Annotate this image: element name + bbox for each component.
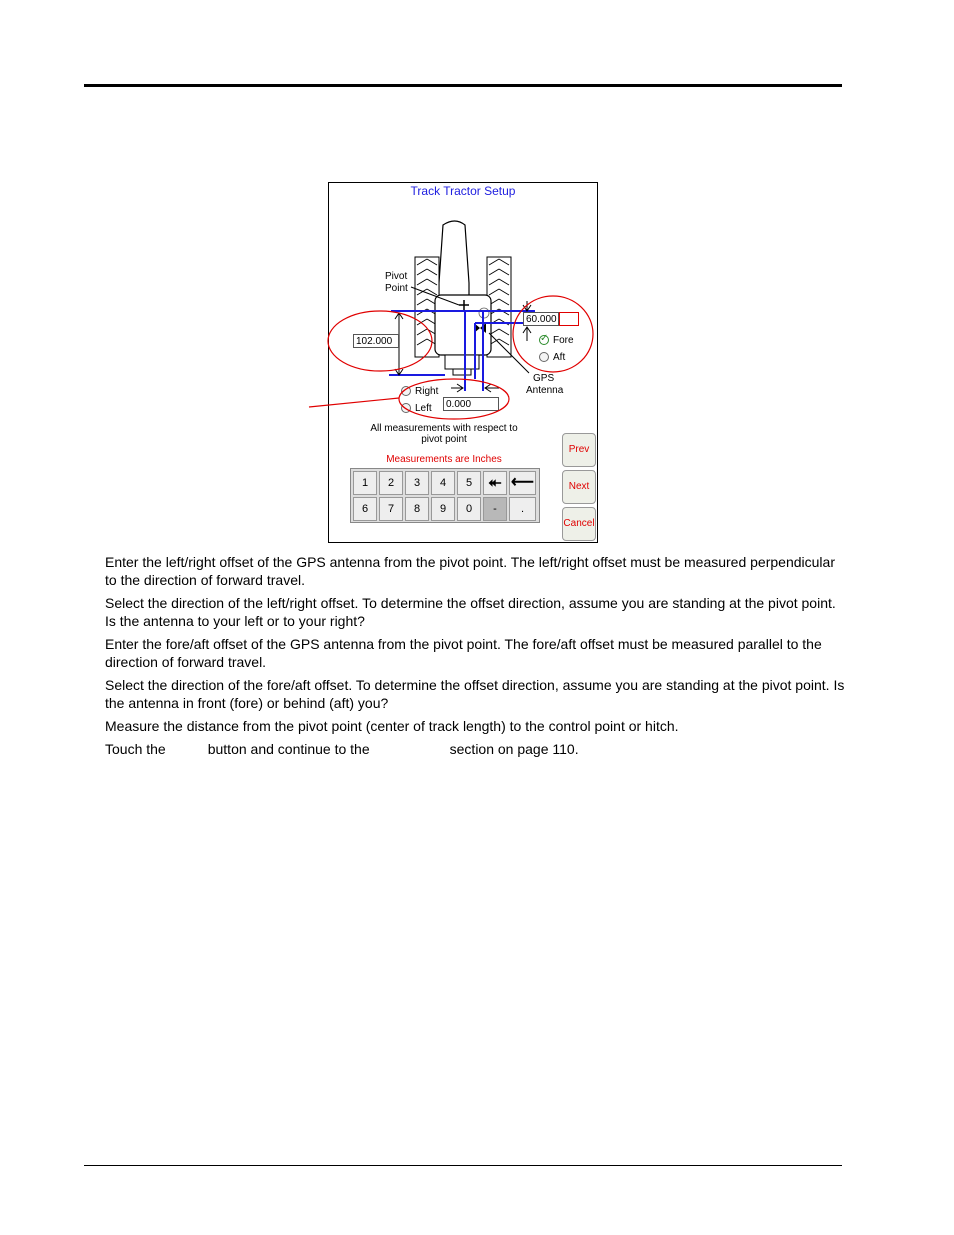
key-7[interactable]: 7 (379, 497, 403, 521)
clear-all-arrow-icon[interactable]: ⯬ (483, 471, 507, 495)
numeric-keypad (350, 468, 540, 523)
cancel-button[interactable]: Cancel (562, 507, 596, 541)
right-radio[interactable] (401, 386, 411, 396)
left-right-offset-input[interactable]: 0.000 (443, 397, 499, 411)
gps-label-line2: Antenna (526, 385, 564, 396)
right-label: Right (415, 386, 439, 397)
key-decimal[interactable]: . (509, 497, 536, 521)
pivot-label-line2: Point (385, 283, 408, 294)
track-tractor-setup-screen (328, 182, 598, 543)
key-5[interactable]: 5 (457, 471, 481, 495)
step-fore-aft-direction: Select the direction of the fore/aft offset. To determine the offset direction, assume you are standing at the pivot point. Is the antenna in front (fore) or behind (aft) you? (105, 677, 845, 711)
left-label: Left (415, 403, 432, 414)
key-2[interactable]: 2 (379, 471, 403, 495)
step-left-right-direction: Select the direction of the left/right offset. To determine the offset direction, assume you are standing at the pivot point. Is the antenna to your left or to your right? (105, 595, 836, 629)
step-touch-part1: Touch the (105, 741, 166, 757)
tractor-hood (439, 221, 469, 301)
step-touch-part2: button and continue to the (207, 741, 370, 757)
aft-label: Aft (553, 352, 566, 363)
units-note: Measurements are Inches (386, 454, 502, 465)
fore-aft-offset-input[interactable]: 60.000 (523, 312, 559, 326)
key-8[interactable]: 8 (405, 497, 429, 521)
key-6[interactable]: 6 (353, 497, 377, 521)
fore-aft-offset-input-cursor[interactable] (559, 312, 579, 326)
fore-label: Fore (553, 335, 574, 346)
screen-title: Track Tractor Setup (410, 184, 516, 198)
header-rule (84, 84, 842, 87)
control-point-distance-input[interactable]: 102.000 (353, 334, 399, 348)
instruction-steps (105, 553, 845, 763)
step-fore-aft-offset: Enter the fore/aft offset of the GPS antenna from the pivot point. The fore/aft offset must be measured parallel to the direction of forward travel. (105, 636, 822, 670)
next-button[interactable]: Next (562, 470, 596, 504)
footer-rule (84, 1165, 842, 1166)
note-line1: All measurements with respect to (370, 423, 518, 434)
key-minus[interactable]: - (483, 497, 507, 521)
step-left-right-offset: Enter the left/right offset of the GPS antenna from the pivot point. The left/right offset must be measured perpendicular to the direction of forward travel. (105, 554, 835, 588)
key-4[interactable]: 4 (431, 471, 455, 495)
step-touch-button (105, 740, 845, 758)
key-0[interactable]: 0 (457, 497, 481, 521)
key-3[interactable]: 3 (405, 471, 429, 495)
tractor-hitch (445, 355, 479, 369)
gps-label-line1: GPS (533, 373, 555, 384)
note-line2: pivot point (421, 434, 467, 445)
key-1[interactable]: 1 (353, 471, 377, 495)
prev-button[interactable]: Prev (562, 433, 596, 467)
key-9[interactable]: 9 (431, 497, 455, 521)
aft-radio[interactable] (539, 352, 549, 362)
step-touch-part3: section on page 110. (449, 741, 579, 757)
backspace-arrow-icon[interactable]: ⟵ (509, 471, 536, 495)
fore-radio[interactable] (539, 335, 549, 345)
step-control-point: Measure the distance from the pivot point (center of track length) to the control point or hitch. (105, 718, 679, 734)
left-radio[interactable] (401, 403, 411, 413)
pivot-label-line1: Pivot (385, 271, 408, 282)
